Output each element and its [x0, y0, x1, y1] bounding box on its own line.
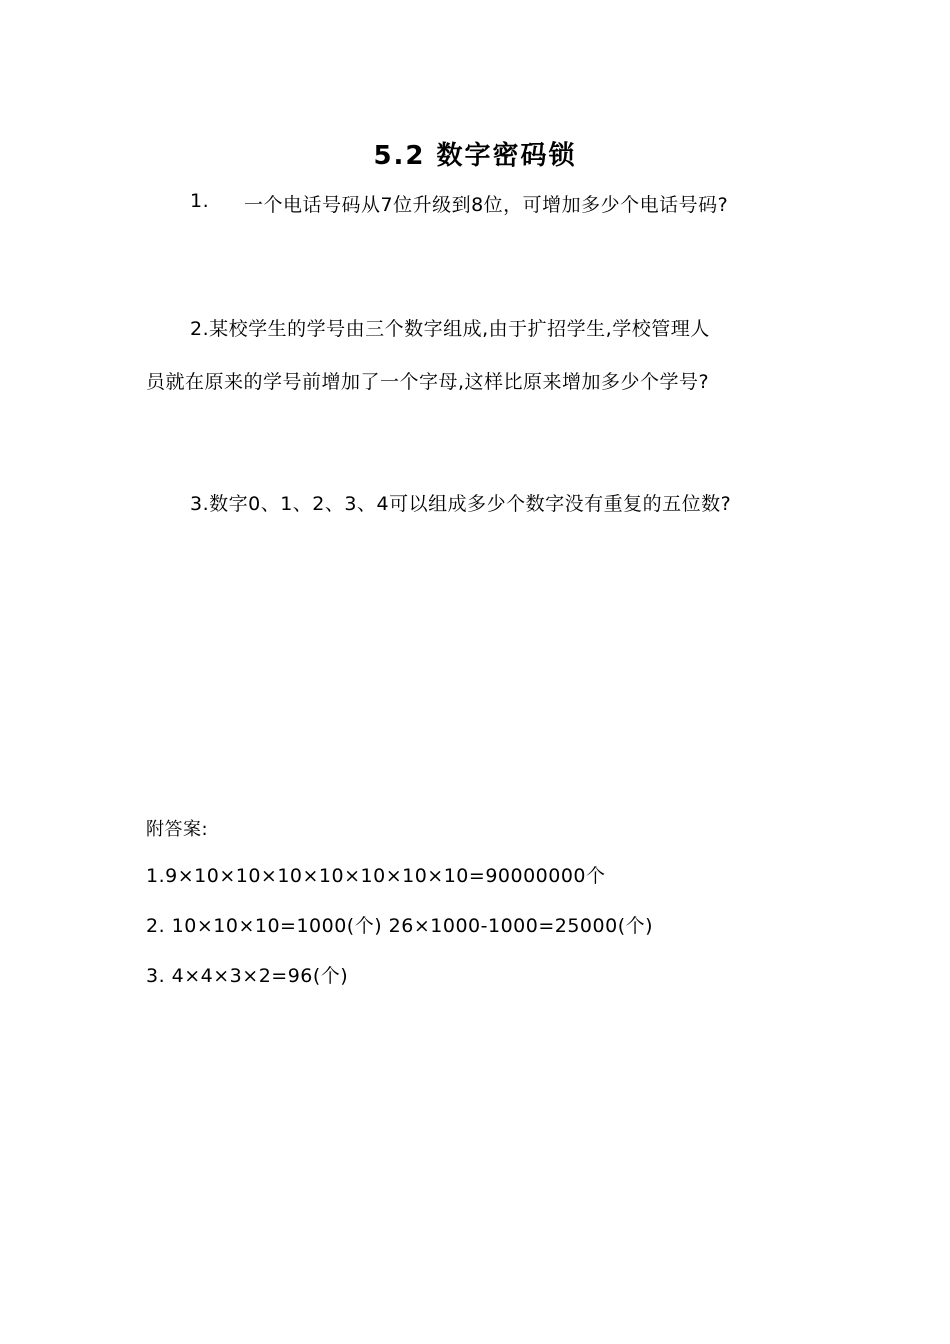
- question-1-number: 1.: [190, 190, 210, 212]
- question-3-text: 3.数字0、1、2、3、4可以组成多少个数字没有重复的五位数?: [190, 493, 732, 515]
- question-1-text: 一个电话号码从7位升级到8位，可增加多少个电话号码?: [244, 194, 729, 216]
- answer-3: 3. 4×4×3×2=96(个): [146, 965, 349, 987]
- question-2-line-1: 2.某校学生的学号由三个数字组成,由于扩招学生,学校管理人: [190, 318, 710, 340]
- page-title: 5.2 数字密码锁: [373, 141, 577, 171]
- answers-heading: 附答案:: [146, 819, 209, 840]
- question-2-line-2: 员就在原来的学号前增加了一个字母,这样比原来增加多少个学号?: [146, 371, 710, 393]
- answer-2: 2. 10×10×10=1000(个) 26×1000-1000=25000(个): [146, 915, 654, 937]
- answer-1: 1.9×10×10×10×10×10×10×10=90000000个: [146, 865, 606, 887]
